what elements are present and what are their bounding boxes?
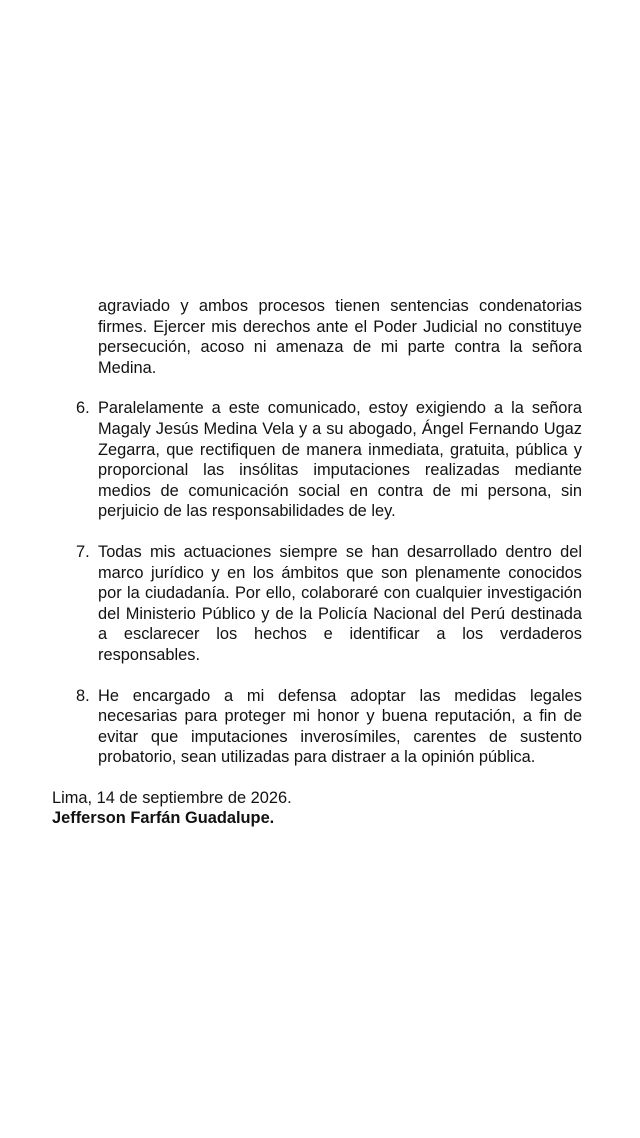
list-item-6 [52,398,582,522]
document-body [52,296,582,829]
item-number: 6. [76,399,90,418]
place-date: Lima, 14 de septiembre de 2026. [52,788,292,807]
item-text: Paralelamente a este comunicado, estoy exigiendo a la señora Magaly Jesús Medina Vela y a su abogado, Ángel Fernando Ugaz Zegarra, que rectifiquen de manera inmediata, gratuita, pública y proporcional las insólitas imputaciones realizadas mediante medios de comunicación social en contra de mi persona, sin perjuicio de las responsabilidades de ley. [98,399,582,521]
signature-block [52,788,582,829]
list-item-8 [52,686,582,768]
continuation-paragraph: agraviado y ambos procesos tienen sentencias condenatorias firmes. Ejercer mis derechos ante el Poder Judicial no constituye persecución, acoso ni amenaza de mi parte contra la señora Medina. [98,297,582,377]
signature-name: Jefferson Farfán Guadalupe. [52,809,275,828]
list-item-7 [52,542,582,666]
item-number: 8. [76,686,90,705]
item-text: He encargado a mi defensa adoptar las medidas legales necesarias para proteger mi honor y buena reputación, a fin de evitar que imputaciones inverosímiles, carentes de sustento probatorio, sean utilizadas para distraer a la opinión pública. [98,686,582,767]
item-text: Todas mis actuaciones siempre se han desarrollado dentro del marco jurídico y en los ámbitos que son plenamente conocidos por la ciudadanía. Por ello, colaboraré con cualquier investigación del Ministerio Público y de la Policía Nacional del Perú destinada a esclarecer los hechos e identificar a los verdaderos responsables. [98,542,582,664]
item-number: 7. [76,542,90,561]
